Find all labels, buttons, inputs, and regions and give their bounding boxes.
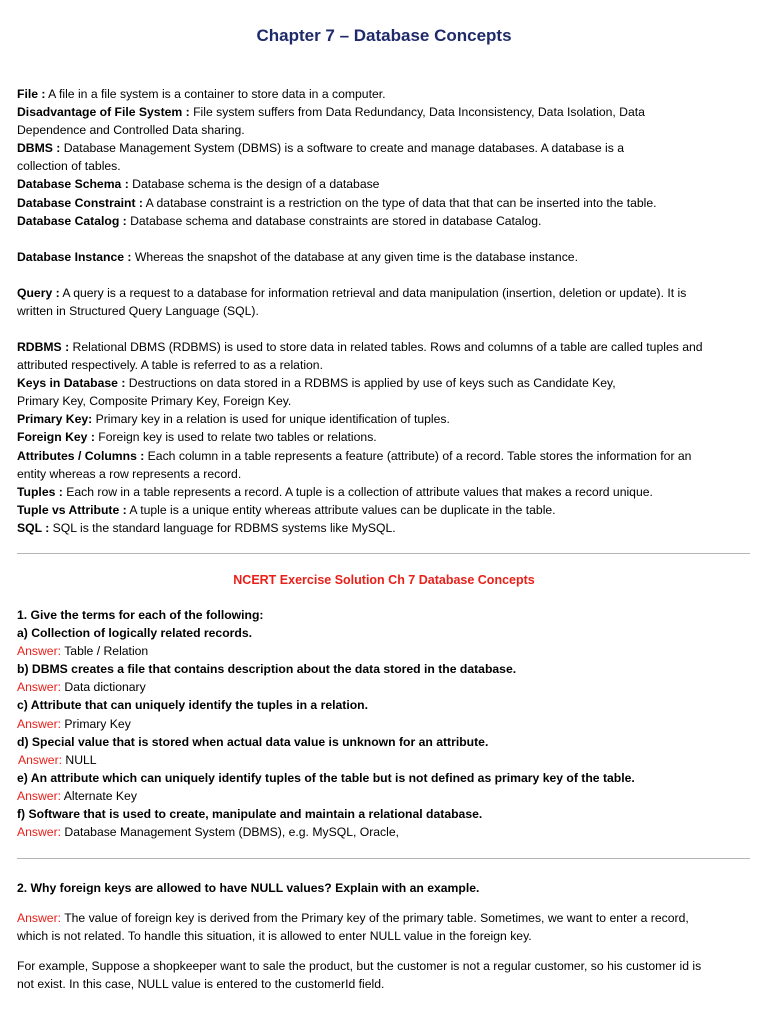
answer-label: Answer:	[17, 825, 62, 840]
question-2-answer	[17, 909, 752, 945]
def-term: Database Catalog :	[17, 213, 127, 228]
def-keys	[17, 374, 752, 392]
answer-line	[17, 751, 752, 769]
answer-text: Table / Relation	[61, 644, 149, 659]
answer-text: Alternate Key	[61, 788, 137, 803]
def-text: Primary key in a relation is used for unique identification of tuples.	[92, 412, 450, 427]
definitions-block	[17, 284, 752, 320]
def-term: Database Instance :	[17, 250, 132, 264]
question-item: a) Collection of logically related records.	[17, 626, 253, 641]
def-text: Whereas the snapshot of the database at any given time is the database instance.	[131, 250, 578, 264]
def-text: Destructions on data stored in a RDBMS is applied by use of keys such as Candidate Key,	[125, 376, 616, 391]
def-text: A tuple is a unique entity whereas attribute values can be duplicate in the table.	[126, 502, 556, 517]
def-term: Disadvantage of File System :	[17, 105, 190, 120]
def-text: Database schema and database constraints are stored in database Catalog.	[126, 213, 542, 228]
def-term: File :	[17, 87, 46, 101]
question-item: e) An attribute which can uniquely identify tuples of the table but is not defined as primary key of the table.	[17, 770, 635, 785]
def-attributes	[17, 447, 752, 465]
def-schema	[17, 175, 752, 193]
def-text: Relational DBMS (RDBMS) is used to store data in related tables. Rows and columns of a table are called tuples and	[69, 340, 703, 354]
answer-text: The value of foreign key is derived from the Primary key of the primary table. Sometimes, we want to enter a record,	[61, 911, 689, 925]
definitions-block	[17, 338, 752, 537]
divider	[17, 553, 750, 554]
answer-line	[17, 909, 752, 927]
answer-text: Primary Key	[61, 716, 131, 731]
def-text: Database Management System (DBMS) is a software to create and manage databases. A database is a	[60, 141, 624, 156]
answer-text: NULL	[62, 752, 97, 767]
answer-line	[17, 787, 752, 805]
answer-line	[17, 715, 752, 733]
def-text-cont: attributed respectively. A table is referred to as a relation.	[17, 358, 323, 373]
answer-label: Answer:	[18, 752, 63, 767]
def-tuple-vs-attribute	[17, 501, 752, 519]
def-term: Query :	[17, 286, 60, 300]
def-rdbms	[17, 338, 752, 356]
question-2-example	[17, 957, 752, 993]
question-1	[17, 606, 752, 841]
def-file-system	[17, 103, 752, 121]
answer-line	[17, 678, 752, 696]
question-item: f) Software that is used to create, manipulate and maintain a relational database.	[17, 807, 483, 822]
def-term: Tuple vs Attribute :	[17, 502, 127, 517]
def-foreign-key	[17, 428, 752, 446]
def-text-cont: Dependence and Controlled Data sharing.	[17, 123, 245, 138]
def-term: RDBMS :	[17, 340, 70, 354]
answer-label: Answer:	[17, 680, 62, 695]
def-primary-key	[17, 410, 752, 428]
answer-text: Database Management System (DBMS), e.g. MySQL, Oracle,	[61, 825, 400, 840]
def-term: Database Constraint :	[17, 195, 143, 210]
question-2	[17, 879, 752, 897]
def-text: A database constraint is a restriction on the type of data that that can be inserted into the table.	[142, 195, 657, 210]
question-item: b) DBMS creates a file that contains description about the data stored in the database.	[17, 662, 517, 677]
divider	[17, 858, 750, 859]
example-text: For example, Suppose a shopkeeper want to sale the product, but the customer is not a regular customer, so his customer id is	[17, 959, 702, 973]
answer-label: Answer:	[17, 716, 62, 731]
example-text-cont: not exist. In this case, NULL value is entered to the customerId field.	[17, 977, 385, 992]
question-item: c) Attribute that can uniquely identify the tuples in a relation.	[17, 698, 368, 713]
definitions-block	[17, 248, 752, 266]
def-text: Each column in a table represents a feature (attribute) of a record. Table stores the information for an	[144, 448, 692, 463]
definitions-block	[17, 85, 752, 230]
def-text-cont: collection of tables.	[17, 159, 121, 174]
def-term: Database Schema :	[17, 177, 129, 192]
def-query	[17, 284, 752, 302]
question-item: d) Special value that is stored when actual data value is unknown for an attribute.	[17, 734, 489, 749]
def-tuples	[17, 483, 752, 501]
def-text-cont: entity whereas a row represents a record.	[17, 466, 242, 481]
def-text: Database schema is the design of a database	[128, 177, 380, 192]
def-text-cont: written in Structured Query Language (SQL).	[17, 304, 259, 319]
def-instance	[17, 248, 752, 266]
def-dbms	[17, 139, 752, 157]
question-heading: 1. Give the terms for each of the following:	[17, 608, 264, 622]
answer-text: Data dictionary	[61, 680, 146, 695]
answer-label: Answer:	[17, 644, 62, 659]
def-term: Foreign Key :	[17, 430, 95, 445]
def-text: Foreign key is used to relate two tables or relations.	[94, 430, 377, 445]
answer-line	[17, 642, 752, 660]
answer-label: Answer:	[17, 911, 62, 925]
answer-text-cont: which is not related. To handle this situation, it is allowed to enter NULL value in the foreign key.	[17, 929, 532, 944]
def-file	[17, 85, 752, 103]
def-term: Keys in Database :	[17, 376, 126, 391]
answer-line	[17, 823, 752, 841]
def-term: Tuples :	[17, 484, 63, 499]
def-catalog	[17, 212, 752, 230]
def-text-cont: Primary Key, Composite Primary Key, Foreign Key.	[17, 394, 292, 409]
def-text: A query is a request to a database for information retrieval and data manipulation (insertion, deletion or update). It is	[59, 286, 687, 300]
def-text: Each row in a table represents a record. A tuple is a collection of attribute values that makes a record unique.	[62, 484, 653, 499]
exercise-title: NCERT Exercise Solution Ch 7 Database Concepts	[233, 573, 535, 587]
def-term: DBMS :	[17, 141, 61, 156]
def-term: Primary Key:	[17, 412, 93, 427]
question-heading: 2. Why foreign keys are allowed to have NULL values? Explain with an example.	[17, 881, 480, 895]
def-text: SQL is the standard language for RDBMS systems like MySQL.	[49, 520, 396, 535]
def-text: File system suffers from Data Redundancy, Data Inconsistency, Data Isolation, Data	[189, 105, 645, 120]
def-term: Attributes / Columns :	[17, 448, 145, 463]
def-term: SQL :	[17, 520, 50, 535]
def-text: A file in a file system is a container to store data in a computer.	[45, 87, 386, 101]
def-constraint	[17, 194, 752, 212]
page-title: Chapter 7 – Database Concepts	[256, 26, 512, 45]
def-sql	[17, 519, 752, 537]
answer-label: Answer:	[17, 788, 62, 803]
